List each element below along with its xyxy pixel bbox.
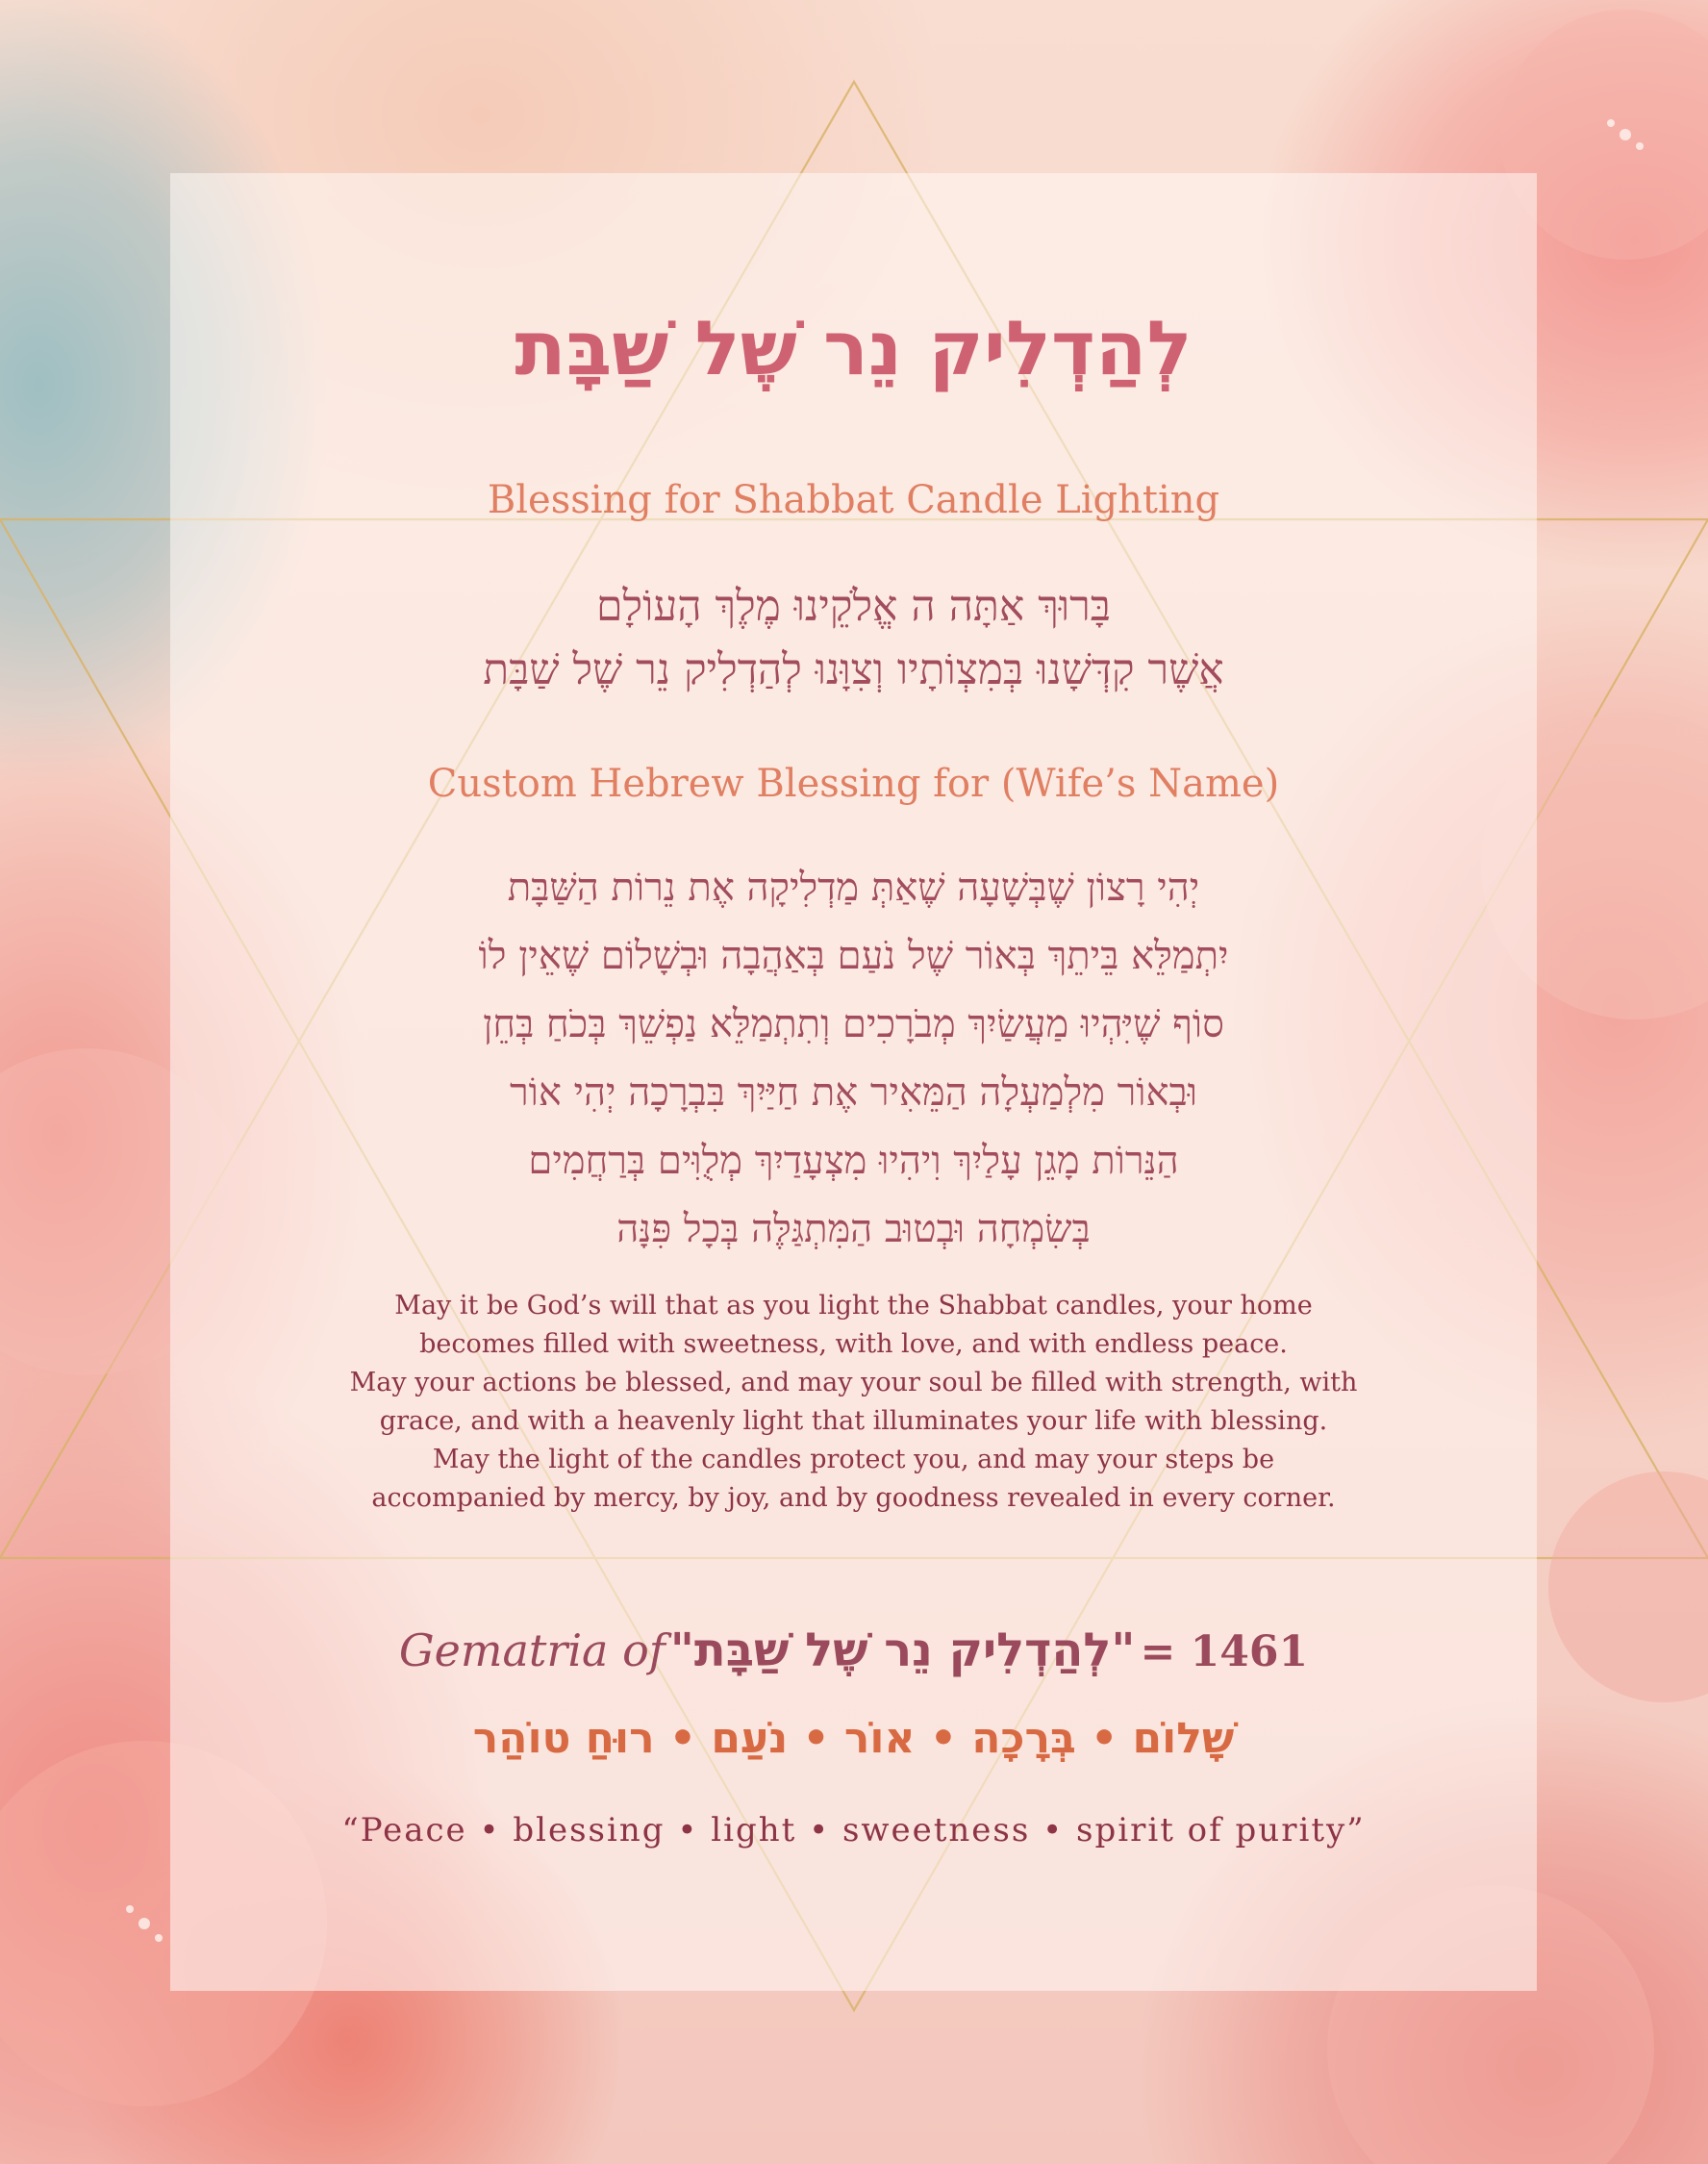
english-line: May it be God’s will that as you light the Shabbat candles, your home (394, 1291, 1313, 1321)
gematria-line (170, 1623, 1537, 1677)
blessing-line: אֲשֶׁר קִדְּשָׁנוּ בְּמִצְוֹתָיו וְצִוָּנוּ לְהַדְלִיק נֵר שֶׁל שַׁבָּת (483, 645, 1224, 694)
english-line: grace, and with a heavenly light that illuminates your life with blessing. (379, 1406, 1328, 1436)
english-line: May your actions be blessed, and may your soul be filled with strength, with (349, 1368, 1358, 1397)
english-translation (170, 1287, 1537, 1518)
custom-line: הַנֵּרוֹת מָגֵן עָלַיִךְ וִיהִיוּ מִצְעָדַיִךְ מְלֻוִּים בְּרַחֲמִים (528, 1139, 1179, 1183)
gematria-label: Gematria of (398, 1624, 666, 1676)
gematria-value: = 1461 (1140, 1627, 1309, 1676)
custom-blessing-text (170, 854, 1537, 1264)
blessing-line: בָּרוּךְ אַתָּה ה אֱלֹקֵינוּ מֶלֶךְ הָעוֹלָם (596, 582, 1111, 631)
custom-line: סוֹף שֶׁיִּהְיוּ מַעֲשַׂיִךְ מְבֹרָכִים וְתִתְמַלֵּא נַפְשֵׁךְ בְּכֹחַ בְּחֵן (483, 1002, 1224, 1046)
blessing-text (170, 575, 1537, 702)
custom-line: בְּשִׂמְחָה וּבְטוּב הַמִּתְגַּלֶּה בְּכָל פִּנָּה (616, 1207, 1091, 1251)
english-keywords: “Peace • blessing • light • sweetness • spirit of purity” (341, 1811, 1366, 1849)
english-line: becomes filled with sweetness, with love, and with endless peace. (419, 1329, 1288, 1359)
custom-line: וּבְאוֹר מִלְמַעְלָה הַמֵּאִיר אֶת חַיַּיִךְ בִּבְרָכָה יְהִי אוֹר (509, 1070, 1198, 1115)
hebrew-keywords: שָׁלוֹם • בְּרָכָה • אוֹר • נֹעַם • רוּחַ טוֹהַר (472, 1714, 1235, 1763)
custom-line: יִתְמַלֵּא בֵּיתֵךְ בְּאוֹר שֶׁל נֹעַם בְּאַהֲבָה וּבְשָׁלוֹם שֶׁאֵין לוֹ (478, 934, 1229, 978)
custom-line: יְהִי רָצוֹן שֶׁבְּשָׁעָה שֶׁאַתְּ מַדְלִיקָה אֶת נֵרוֹת הַשַּׁבָּת (507, 866, 1200, 910)
page-title-hebrew: לְהַדְלִיק נֵר שֶׁל שַׁבָּת (515, 306, 1193, 392)
subtitle-custom-blessing: Custom Hebrew Blessing for (Wife’s Name) (427, 762, 1280, 806)
subtitle-blessing: Blessing for Shabbat Candle Lighting (487, 478, 1220, 522)
english-line: accompanied by mercy, by joy, and by goodness revealed in every corner. (371, 1483, 1336, 1513)
gematria-hebrew: "לְהַדְלִיק נֵר שֶׁל שַׁבָּת" (669, 1623, 1136, 1677)
english-line: May the light of the candles protect you, and may your steps be (432, 1445, 1275, 1474)
